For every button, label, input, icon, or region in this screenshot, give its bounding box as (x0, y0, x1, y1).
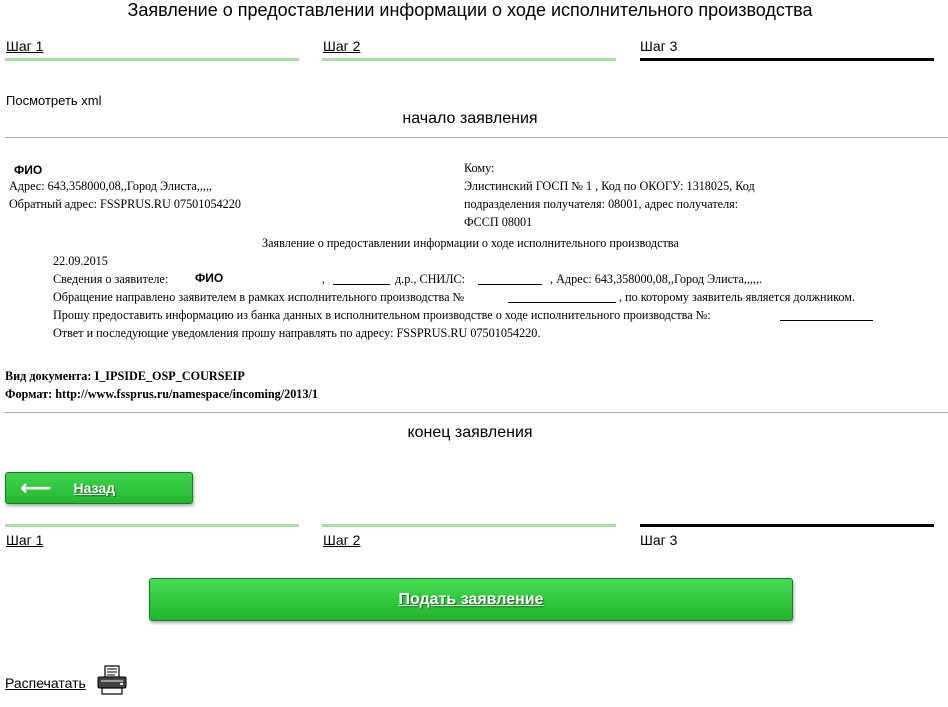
back-button-label: Назад (73, 480, 116, 496)
request-line: Прошу предоставить информацию из банка данных в исполнительном производстве о ходе исполнительного производства №: (53, 308, 711, 322)
appeal-line-part-b: , по которому заявитель является должником. (619, 290, 856, 304)
applicant-dob-blank (333, 273, 390, 285)
recipient-line-2: подразделения получателя: 08001, адрес получателя: (464, 197, 739, 211)
document-format: Формат: http://www.fssprus.ru/namespace/incoming/2013/1 (5, 387, 318, 401)
recipient-to-label: Кому: (464, 161, 495, 175)
printer-icon[interactable] (96, 664, 128, 696)
divider-top (5, 137, 948, 138)
step-2-link-bottom[interactable] (323, 532, 360, 548)
step-2-progress-bar (322, 58, 616, 61)
applicant-dob-snils-label: д.р., СНИЛС: (395, 272, 465, 286)
divider-bottom (5, 412, 948, 413)
step-3-progress-bar-bottom (640, 524, 934, 527)
step-3-progress-bar (640, 58, 934, 61)
applicant-name: ФИО (195, 271, 224, 285)
sender-name: ФИО (14, 163, 43, 177)
back-button[interactable] (5, 472, 193, 504)
step-1-link-top[interactable] (6, 38, 43, 54)
step-1-label-bottom[interactable]: Шаг 1 (6, 532, 44, 548)
statement-date: 22.09.2015 (53, 254, 108, 268)
document-kind: Вид документа: I_IPSIDE_OSP_COURSEIP (5, 369, 245, 383)
statement-heading: Заявление о предоставлении информации о ходе исполнительного производства (262, 236, 679, 250)
reply-address-line: Ответ и последующие уведомления прошу направлять по адресу: FSSPRUS.RU 07501054220. (53, 326, 541, 340)
submit-button-label: Подать заявление (398, 590, 544, 608)
step-1-progress-bar (5, 58, 299, 61)
view-xml-link[interactable]: Посмотреть xml (6, 93, 102, 108)
applicant-address: , Адрес: 643,358000,08,,Город Элиста,,,,,. (550, 272, 763, 286)
page-title: Заявление о предоставлении информации о ходе исполнительного производства (127, 0, 813, 20)
sender-return-address: Обратный адрес: FSSPRUS.RU 07501054220 (9, 197, 241, 211)
step-3-current-bottom: Шаг 3 (640, 532, 678, 548)
applicant-comma: , (322, 272, 326, 286)
sender-address: Адрес: 643,358000,08,,Город Элиста,,,,, (9, 179, 213, 193)
step-1-label[interactable]: Шаг 1 (6, 38, 44, 54)
recipient-line-1: Элистинский ГОСП № 1 , Код по ОКОГУ: 1318025, Код (464, 179, 755, 193)
recipient-line-3: ФССП 08001 (464, 215, 533, 229)
applicant-label: Сведения о заявителе: (53, 272, 169, 286)
step-2-progress-bar-bottom (322, 524, 616, 527)
applicant-snils-blank (478, 273, 542, 285)
request-proceeding-number-blank (780, 309, 873, 321)
arrow-left-icon: ⟵ (20, 475, 52, 500)
statement-start-title: начало заявления (402, 110, 538, 127)
step-2-link-top[interactable] (323, 38, 360, 54)
appeal-line-part-a: Обращение направлено заявителем в рамках исполнительного производства № (53, 290, 465, 304)
statement-end-title: конец заявления (407, 424, 533, 441)
step-1-link-bottom[interactable] (6, 532, 43, 548)
submit-application-button[interactable] (149, 578, 793, 621)
appeal-proceeding-number-blank (508, 291, 616, 303)
step-2-label-bottom[interactable]: Шаг 2 (323, 532, 361, 548)
step-1-progress-bar-bottom (5, 524, 299, 527)
print-link[interactable]: Распечатать (5, 675, 86, 691)
step-2-label[interactable]: Шаг 2 (323, 38, 361, 54)
step-3-current-top: Шаг 3 (640, 38, 678, 54)
